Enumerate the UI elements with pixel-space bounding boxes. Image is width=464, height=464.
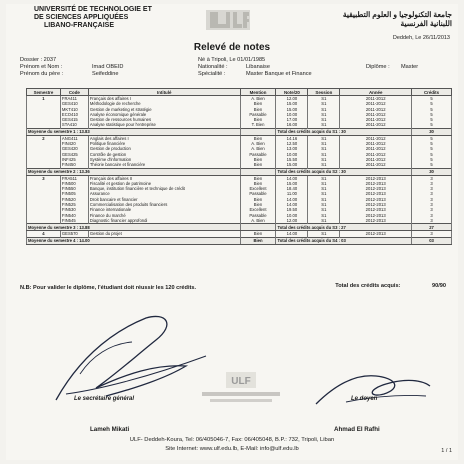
student-name: Imad OBEID bbox=[92, 64, 124, 70]
cell-note: 16.00 bbox=[276, 122, 308, 128]
cell-year: 2011-2012 bbox=[340, 157, 412, 162]
cell-session: S1 bbox=[308, 96, 340, 102]
cell-code: GES425 bbox=[60, 152, 88, 157]
cell-credits: 5 bbox=[412, 96, 452, 102]
cell-note: 12.50 bbox=[276, 141, 308, 146]
grades-table bbox=[26, 88, 452, 245]
cell-year: 2011-2012 bbox=[340, 101, 412, 106]
cell-year: 2011-2012 bbox=[340, 152, 412, 157]
sum-left: Moyenne du semestre 4 : 14.00 bbox=[27, 237, 241, 244]
cell-session: S1 bbox=[308, 135, 340, 141]
cell-mention: Bien bbox=[240, 101, 276, 106]
cell-sem: 2 bbox=[27, 135, 61, 141]
cell-credits: 3 bbox=[412, 175, 452, 181]
university-logo bbox=[206, 8, 250, 32]
sum-left: Moyenne du semestre 2 : 13.36 bbox=[27, 168, 241, 175]
cell-session: S1 bbox=[308, 146, 340, 151]
cell-title: Droit bancaire et financier bbox=[88, 197, 240, 202]
dean-signature bbox=[306, 354, 436, 414]
cell-credits: 5 bbox=[412, 112, 452, 117]
cell-credits: 5 bbox=[412, 122, 452, 128]
cell-credits: 3 bbox=[412, 202, 452, 207]
cell-session: S1 bbox=[308, 101, 340, 106]
cell-mention: Bien bbox=[240, 157, 276, 162]
cell-credits: 3 bbox=[412, 186, 452, 191]
cell-year: 2011-2012 bbox=[340, 146, 412, 151]
cell-code: FIN420 bbox=[60, 141, 88, 146]
col-header: Mention bbox=[240, 89, 276, 96]
cell-session: S1 bbox=[308, 207, 340, 212]
cell-code: GES410 bbox=[60, 101, 88, 106]
cell-credits: 5 bbox=[412, 162, 452, 168]
cell-credits: 5 bbox=[412, 101, 452, 106]
cell-year: 2011-2012 bbox=[340, 107, 412, 112]
cell-title: Analyse statistique pour l'entreprise bbox=[88, 122, 240, 128]
cell-code: FIN525 bbox=[60, 202, 88, 207]
sum-mention bbox=[240, 128, 276, 135]
cell-session: S1 bbox=[308, 213, 340, 218]
cell-title: Anglais des affaires I bbox=[88, 135, 240, 141]
cell-note: 10.00 bbox=[276, 112, 308, 117]
col-header: Intitulé bbox=[88, 89, 240, 96]
dossier-number: Dossier : 2037 bbox=[20, 57, 57, 63]
cell-note: 19.50 bbox=[276, 207, 308, 212]
university-name-fr: UNIVERSITÉ DE TECHNOLOGIE ET DE SCIENCES APPLIQUÉES LIBANO-FRANÇAISE bbox=[34, 6, 152, 29]
total-credits-label: Total des crédits acquis: bbox=[335, 283, 401, 289]
speciality: Master Banque et Finance bbox=[246, 71, 312, 77]
father-name: Seifeddine bbox=[92, 71, 119, 77]
cell-session: S1 bbox=[308, 186, 340, 191]
cell-title: Français des affaires II bbox=[88, 175, 240, 181]
cell-code: FIN530 bbox=[60, 207, 88, 212]
cell-year: 2011-2012 bbox=[340, 117, 412, 122]
cell-year: 2012-2013 bbox=[340, 207, 412, 212]
cell-code: STA410 bbox=[60, 122, 88, 128]
cell-code: GES570 bbox=[60, 231, 88, 237]
cell-session: S1 bbox=[308, 181, 340, 186]
sum-left: Moyenne du semestre 3 : 13.88 bbox=[27, 224, 241, 231]
cell-title: Gestion de ressources humaines bbox=[88, 117, 240, 122]
cell-title: Assurance bbox=[88, 191, 240, 196]
cell-mention: Bien bbox=[240, 162, 276, 168]
cell-mention: Bien bbox=[240, 231, 276, 237]
cell-title: Contrôle de gestion bbox=[88, 152, 240, 157]
cell-title: Diagnostic financier approfondi bbox=[88, 218, 240, 224]
grades-body bbox=[27, 96, 452, 245]
cell-mention: Passable bbox=[240, 213, 276, 218]
cell-code: GES420 bbox=[60, 146, 88, 151]
cell-year: 2012-2013 bbox=[340, 202, 412, 207]
cell-mention: Excellent bbox=[240, 186, 276, 191]
col-header: Session bbox=[308, 89, 340, 96]
cell-year: 2011-2012 bbox=[340, 141, 412, 146]
cell-mention: A. Bien bbox=[240, 218, 276, 224]
sum-value: 30 bbox=[412, 168, 452, 175]
cell-credits: 3 bbox=[412, 197, 452, 202]
cell-title: Gestion de production bbox=[88, 146, 240, 151]
cell-credits: 5 bbox=[412, 152, 452, 157]
cell-credits: 5 bbox=[412, 117, 452, 122]
cell-year: 2011-2012 bbox=[340, 122, 412, 128]
cell-code: FRA511 bbox=[60, 175, 88, 181]
cell-mention: Bien bbox=[240, 181, 276, 186]
sum-right: Total des crédits acquis du S2 : 30 bbox=[276, 168, 412, 175]
sum-right: Total des crédits acquis du S1 : 30 bbox=[276, 128, 412, 135]
cell-title: Finance du marché bbox=[88, 213, 240, 218]
cell-note: 14.00 bbox=[276, 231, 308, 237]
sum-value: 27 bbox=[412, 224, 452, 231]
cell-title: Commercialisation des produits financiers bbox=[88, 202, 240, 207]
cell-mention: A. Bien bbox=[240, 146, 276, 151]
validation-note: N.B: Pour valider le diplôme, l'étudiant doit réussir les 120 crédits. bbox=[20, 285, 197, 291]
cell-title: Système d'information bbox=[88, 157, 240, 162]
cell-title: Finance internationale bbox=[88, 207, 240, 212]
document-title: Relevé de notes bbox=[193, 42, 271, 53]
cell-year: 2012-2013 bbox=[340, 181, 412, 186]
cell-note: 10.00 bbox=[276, 213, 308, 218]
birth-info: Né à Tripoli, Le 01/01/1985 bbox=[198, 57, 266, 63]
secretary-name: Lameh Mikati bbox=[90, 426, 130, 433]
cell-note: 14.16 bbox=[276, 135, 308, 141]
footer-address: ULF- Deddeh-Koura, Tel: 06/405046-7, Fax: 06/405048, B.P.: 732, Tripoli, Liban bbox=[129, 437, 335, 443]
sum-mention: Bien bbox=[240, 237, 276, 244]
cell-session: S1 bbox=[308, 112, 340, 117]
col-header: Code bbox=[60, 89, 88, 96]
cell-title: Fiscalité et gestion de patrimoine bbox=[88, 181, 240, 186]
university-stamp bbox=[196, 370, 286, 410]
cell-note: 18.40 bbox=[276, 186, 308, 191]
cell-code: FIN540 bbox=[60, 213, 88, 218]
cell-title: Analyse économique générale bbox=[88, 112, 240, 117]
semester-summary-row bbox=[27, 128, 452, 135]
transcript-page bbox=[6, 4, 458, 460]
sum-left: Moyenne du semestre 1 : 13.83 bbox=[27, 128, 241, 135]
cell-year: 2012-2013 bbox=[340, 231, 412, 237]
father-name-label: Prénom du père : bbox=[20, 71, 64, 77]
cell-session: S1 bbox=[308, 141, 340, 146]
cell-title: Gestion de marketing et stratégie bbox=[88, 107, 240, 112]
sum-value: 30 bbox=[412, 128, 452, 135]
cell-session: S1 bbox=[308, 175, 340, 181]
secretary-title: Le secrétaire général bbox=[74, 396, 135, 402]
cell-session: S1 bbox=[308, 231, 340, 237]
cell-mention: T. Bien bbox=[240, 122, 276, 128]
cell-session: S1 bbox=[308, 117, 340, 122]
cell-code: FIN505 bbox=[60, 191, 88, 196]
cell-year: 2012-2013 bbox=[340, 186, 412, 191]
cell-credits: 3 bbox=[412, 231, 452, 237]
sum-right: Total des crédits acquis du S3 : 27 bbox=[276, 224, 412, 231]
stamp-lettering: ULF bbox=[231, 376, 251, 387]
cell-note: 12.00 bbox=[276, 218, 308, 224]
cell-mention: Bien bbox=[240, 117, 276, 122]
cell-mention: Passable bbox=[240, 191, 276, 196]
cell-credits: 5 bbox=[412, 146, 452, 151]
cell-year: 2011-2012 bbox=[340, 96, 412, 102]
cell-note: 14.00 bbox=[276, 175, 308, 181]
cell-code: ANG411 bbox=[60, 135, 88, 141]
cell-session: S1 bbox=[308, 162, 340, 168]
cell-code: INF425 bbox=[60, 157, 88, 162]
cell-code: FIN550 bbox=[60, 186, 88, 191]
sum-right: Total des crédits acquis du S4 : 03 bbox=[276, 237, 412, 244]
speciality-label: Spécialité : bbox=[198, 71, 226, 77]
cell-note: 14.00 bbox=[276, 197, 308, 202]
sum-mention bbox=[240, 224, 276, 231]
total-credits bbox=[335, 283, 446, 289]
cell-title: Politique financière bbox=[88, 141, 240, 146]
cell-year: 2012-2013 bbox=[340, 197, 412, 202]
cell-note: 12.00 bbox=[276, 96, 308, 102]
cell-session: S1 bbox=[308, 202, 340, 207]
cell-year: 2012-2013 bbox=[340, 218, 412, 224]
cell-note: 15.00 bbox=[276, 162, 308, 168]
col-header: Note/20 bbox=[276, 89, 308, 96]
cell-mention: Passable bbox=[240, 152, 276, 157]
cell-mention: Excellent bbox=[240, 207, 276, 212]
semester-summary-row bbox=[27, 237, 452, 244]
page-number: 1 / 1 bbox=[441, 448, 452, 454]
cell-note: 15.00 bbox=[276, 101, 308, 106]
total-credits-value: 90/90 bbox=[432, 283, 446, 289]
col-header: Crédits bbox=[412, 89, 452, 96]
col-header: Année bbox=[340, 89, 412, 96]
cell-note: 10.00 bbox=[276, 152, 308, 157]
cell-mention: A. Bien bbox=[240, 141, 276, 146]
cell-mention: Bien bbox=[240, 135, 276, 141]
cell-code: FIN500 bbox=[60, 181, 88, 186]
nationality-label: Nationalité : bbox=[198, 64, 228, 70]
issue-date: Deddeh, Le 26/11/2013 bbox=[392, 35, 450, 41]
cell-year: 2011-2012 bbox=[340, 162, 412, 168]
cell-code: FIN520 bbox=[60, 197, 88, 202]
cell-note: 14.00 bbox=[276, 202, 308, 207]
cell-note: 15.00 bbox=[276, 107, 308, 112]
cell-code: FIN450 bbox=[60, 162, 88, 168]
student-name-label: Prénom et Nom : bbox=[20, 64, 63, 70]
cell-title: Théorie bancaire et financière bbox=[88, 162, 240, 168]
cell-credits: 5 bbox=[412, 135, 452, 141]
cell-session: S1 bbox=[308, 107, 340, 112]
cell-year: 2011-2012 bbox=[340, 112, 412, 117]
cell-code: ECO410 bbox=[60, 112, 88, 117]
cell-credits: 5 bbox=[412, 107, 452, 112]
cell-session: S1 bbox=[308, 152, 340, 157]
footer-website: Site Internet: www.ulf.edu.lb, E-Mail: info@ulf.edu.lb bbox=[165, 446, 299, 452]
cell-credits: 3 bbox=[412, 191, 452, 196]
cell-session: S1 bbox=[308, 157, 340, 162]
cell-year: 2012-2013 bbox=[340, 213, 412, 218]
diploma: Master bbox=[401, 64, 419, 70]
cell-note: 11.00 bbox=[276, 191, 308, 196]
cell-mention: Passable bbox=[240, 112, 276, 117]
semester-summary-row bbox=[27, 224, 452, 231]
cell-year: 2012-2013 bbox=[340, 175, 412, 181]
cell-mention: Bien bbox=[240, 107, 276, 112]
sum-mention bbox=[240, 168, 276, 175]
cell-credits: 3 bbox=[412, 207, 452, 212]
semester-summary-row bbox=[27, 168, 452, 175]
cell-mention: Bien bbox=[240, 175, 276, 181]
cell-mention: Bien bbox=[240, 197, 276, 202]
col-header: Semestre bbox=[27, 89, 61, 96]
cell-title: Français des affaires I bbox=[88, 96, 240, 102]
dean-title: Le doyen bbox=[351, 396, 378, 402]
cell-code: FRA411 bbox=[60, 96, 88, 102]
cell-title: Méthodologie de recherche bbox=[88, 101, 240, 106]
table-header-row bbox=[27, 89, 452, 96]
cell-credits: 3 bbox=[412, 213, 452, 218]
cell-title: Gestion du projet bbox=[88, 231, 240, 237]
cell-code: MKT410 bbox=[60, 107, 88, 112]
cell-sem: 1 bbox=[27, 96, 61, 102]
cell-year: 2012-2013 bbox=[340, 191, 412, 196]
cell-credits: 5 bbox=[412, 141, 452, 146]
cell-title: Banque, institution financière et technique de crédit bbox=[88, 186, 240, 191]
cell-credits: 3 bbox=[412, 181, 452, 186]
cell-session: S1 bbox=[308, 197, 340, 202]
cell-year: 2011-2012 bbox=[340, 135, 412, 141]
cell-code: GES415 bbox=[60, 117, 88, 122]
cell-note: 15.00 bbox=[276, 181, 308, 186]
cell-session: S1 bbox=[308, 122, 340, 128]
cell-mention: A. Bien bbox=[240, 96, 276, 102]
dean-name: Ahmad El Rafhi bbox=[334, 426, 380, 433]
cell-mention: Bien bbox=[240, 202, 276, 207]
cell-credits: 3 bbox=[412, 218, 452, 224]
cell-sem: 4 bbox=[27, 231, 61, 237]
sum-value: 03 bbox=[412, 237, 452, 244]
cell-sem: 3 bbox=[27, 175, 61, 181]
nationality: Libanaise bbox=[246, 64, 270, 70]
cell-code: FIN545 bbox=[60, 218, 88, 224]
cell-note: 13.00 bbox=[276, 146, 308, 151]
cell-session: S1 bbox=[308, 218, 340, 224]
cell-credits: 5 bbox=[412, 157, 452, 162]
diploma-label: Diplôme : bbox=[366, 64, 390, 70]
cell-note: 17.00 bbox=[276, 117, 308, 122]
university-name-ar: جامعة التكنولوجيا و العلوم التطبيقية اللبنانية الفرنسية bbox=[342, 10, 452, 28]
cell-note: 15.50 bbox=[276, 157, 308, 162]
cell-session: S1 bbox=[308, 191, 340, 196]
